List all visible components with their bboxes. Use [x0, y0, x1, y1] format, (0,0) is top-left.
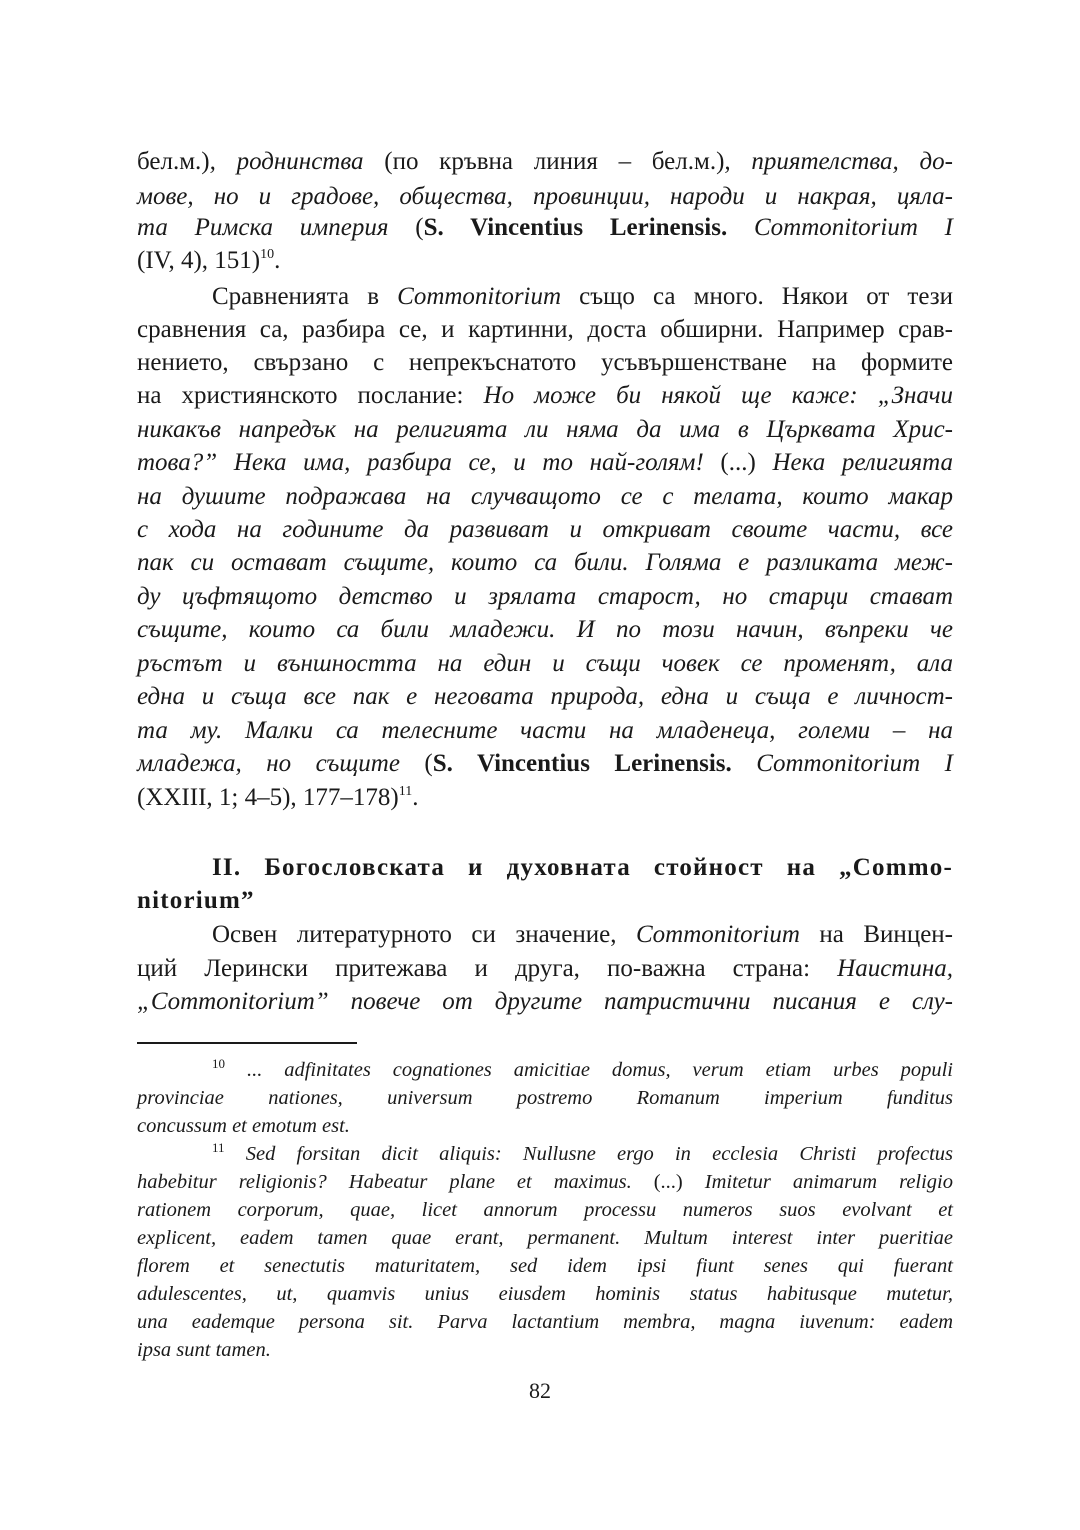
- footnote-number: 10: [212, 1056, 225, 1071]
- text-run: ций Лерински притежава и друга, по-важна страна:: [137, 955, 838, 982]
- quotation: Но може би някой ще каже: „Значи: [483, 382, 953, 409]
- work-title: Commonitorium I: [753, 214, 953, 241]
- footnote-text: habebitur religionis? Habeatur plane et maximus.: [137, 1171, 654, 1193]
- body-line: [137, 952, 953, 985]
- quotation: младежа, но същите: [137, 750, 400, 777]
- text-run: (: [399, 750, 433, 777]
- text-run: също са много. Някои от тези: [561, 283, 953, 310]
- footnote-line: una eademque persona sit. Parva lactantium membra, magna iuvenum: eadem: [137, 1311, 953, 1333]
- text-run: на християнското послание:: [137, 382, 484, 409]
- text-run: (IV, 4), 151): [137, 247, 261, 274]
- quotation: Нека религията: [772, 449, 953, 476]
- body-line: [137, 446, 953, 479]
- text-run: (XXIII, 1; 4–5), 177–178): [137, 784, 399, 811]
- text-run: (по кръвна линия – бел.м.): [363, 148, 725, 175]
- footnote-text: (...): [653, 1171, 683, 1193]
- body-line: една и съща все пак е неговата природа, една и съща е личност-: [137, 683, 953, 710]
- text-run: бел.м.): [137, 148, 210, 175]
- body-line: [137, 747, 953, 780]
- body-line: [137, 211, 953, 244]
- text-run: .: [412, 784, 419, 811]
- body-line: ду цъфтящото детство и зрялата старост, но старци стават: [137, 583, 953, 610]
- author-citation: S. Vincentius Lerinensis.: [432, 750, 732, 777]
- text-run: роднинства: [236, 148, 364, 175]
- body-line: [137, 244, 953, 277]
- body-line: пак си остават същите, които са били. Голяма е разликата меж-: [137, 549, 953, 576]
- text-run: [727, 214, 754, 241]
- text-run: .: [274, 247, 281, 274]
- body-line: на душите подражава на случващото се с телата, които макар: [137, 483, 953, 510]
- footnote-text: Imitetur animarum religio: [682, 1171, 954, 1193]
- text-run: (: [388, 214, 424, 241]
- text-run: [732, 750, 757, 777]
- quotation: Наистина,: [837, 955, 953, 982]
- footnote-11: [212, 1140, 953, 1169]
- footnote-line: rationem corporum, quae, licet annorum processu numeros suos evolvant et: [137, 1199, 953, 1221]
- body-line: нението, свързано с непрекъснатото усъвършенстване на формите: [137, 349, 953, 376]
- text-run: на Винцен-: [799, 921, 953, 948]
- section-heading: II. Богословската и духовната стойност на „Commo-: [212, 854, 953, 881]
- body-line: та му. Малки са телесните части на младенеца, големи – на: [137, 717, 953, 744]
- footnote-10: [212, 1056, 953, 1085]
- page-number: 82: [529, 1378, 551, 1403]
- text-run: ,: [209, 148, 237, 175]
- footnote-text: Sed forsitan dicit aliquis: Nullusne ergo in ecclesia Christi profectus: [245, 1143, 953, 1165]
- body-line: [137, 379, 953, 412]
- footnote-line: explicent, eadem tamen quae erant, permanent. Multum interest inter pueritiae: [137, 1227, 953, 1249]
- body-line: [212, 280, 953, 313]
- text-run: Сравненията в: [212, 283, 398, 310]
- quotation: това?” Нека има, разбира се, и то най-голям!: [137, 449, 704, 476]
- footnote-separator: [137, 1042, 357, 1044]
- text-run: ,: [724, 148, 752, 175]
- footnote-line: provinciae nationes, universum postremo Romanum imperium funditus: [137, 1087, 953, 1109]
- footnote-line: adulescentes, ut, quamvis unius eiusdem hominis status habitusque mutetur,: [137, 1283, 953, 1305]
- text-run: Освен литературното си значение,: [212, 921, 636, 948]
- body-line: ръстът и външността на един и същи човек се променят, ала: [137, 650, 953, 677]
- footnote-ref-10[interactable]: 10: [260, 247, 275, 262]
- body-line: с хода на годините да развиват и откриват своите части, все: [137, 516, 953, 543]
- text-run: приятелства, до-: [751, 148, 953, 175]
- body-line: [212, 918, 953, 951]
- body-line: „Commonitorium” повече от другите патристични писания е слу-: [137, 988, 953, 1015]
- author-citation: S. Vincentius Lerinensis.: [423, 214, 728, 241]
- text-run: (...): [703, 449, 773, 476]
- body-line: [137, 145, 953, 178]
- section-heading: nitorium”: [137, 887, 255, 914]
- body-line: [137, 781, 953, 814]
- footnote-ref-11[interactable]: 11: [398, 784, 413, 799]
- work-title: Commonitorium I: [756, 750, 954, 777]
- body-line: сравнения са, разбира се, и картинни, доста обширни. Например срав-: [137, 316, 953, 343]
- footnote-line: ipsa sunt tamen.: [137, 1339, 271, 1361]
- footnote-line: florem et senectutis maturitatem, sed idem ipsi fiunt senes qui fuerant: [137, 1255, 953, 1277]
- work-title: Commonitorium: [635, 921, 800, 948]
- body-line: никакъв напредък на религията ли няма да има в Църквата Хрис-: [137, 416, 953, 443]
- footnote-number: 11: [212, 1140, 225, 1155]
- work-title: Commonitorium: [397, 283, 562, 310]
- text-run: та Римска империя: [137, 214, 389, 241]
- footnote-text: ... adfinitates cognationes amicitiae domus, verum etiam urbes populi: [246, 1059, 953, 1081]
- footnote-line: concussum et emotum est.: [137, 1115, 350, 1137]
- body-line: мове, но и градове, общества, провинции, народи и накрая, цяла-: [137, 183, 953, 210]
- body-line: същите, които са били младежи. И по този начин, въпреки че: [137, 616, 953, 643]
- footnote-line: [137, 1168, 953, 1197]
